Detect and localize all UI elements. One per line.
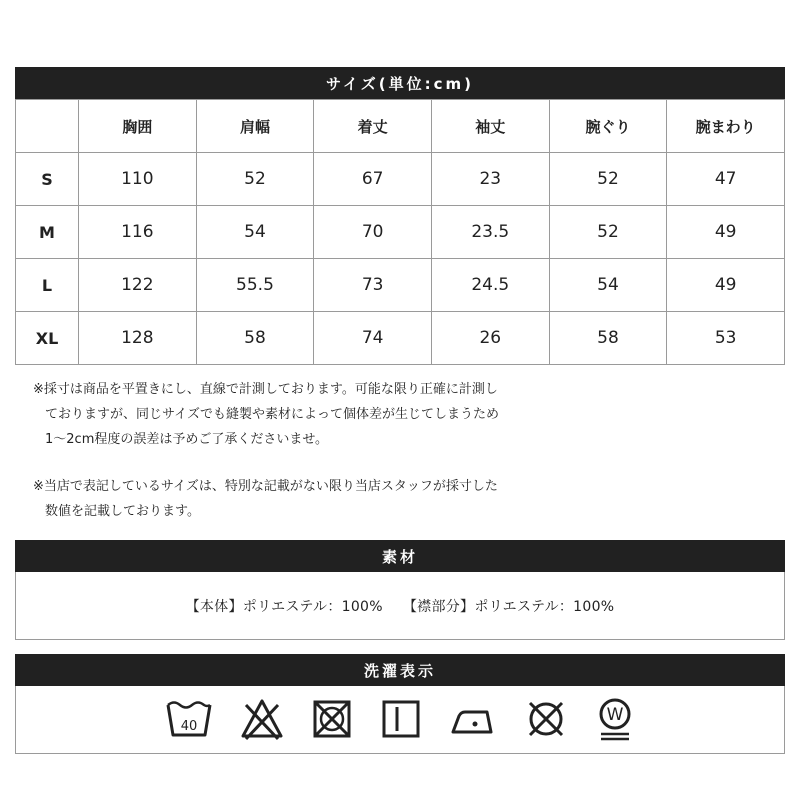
table-cell: 52 [549, 153, 667, 206]
column-header-shoulder: 肩幅 [196, 100, 314, 153]
size-table-corner [16, 100, 79, 153]
table-cell: 122 [79, 259, 197, 312]
no-tumble-dry-icon [311, 698, 353, 740]
wash-40-icon [165, 697, 213, 741]
size-label: L [16, 259, 79, 312]
table-cell: 49 [667, 206, 785, 259]
column-header-arm-circumference: 腕まわり [667, 100, 785, 153]
table-cell: 54 [196, 206, 314, 259]
table-row [16, 153, 785, 206]
svg-text:W: W [606, 705, 624, 725]
size-label: S [16, 153, 79, 206]
table-cell: 53 [667, 312, 785, 365]
no-dry-clean-icon [524, 697, 568, 741]
column-header-sleeve: 袖丈 [431, 100, 549, 153]
table-cell: 74 [314, 312, 432, 365]
table-cell: 49 [667, 259, 785, 312]
note-line: ておりますが、同じサイズでも縫製や素材によって個体差が生じてしまうため [45, 407, 499, 422]
no-bleach-icon [240, 697, 284, 741]
size-label: M [16, 206, 79, 259]
size-notes [33, 377, 793, 524]
column-header-length: 着丈 [314, 100, 432, 153]
size-table-header-row [16, 100, 785, 153]
table-cell: 67 [314, 153, 432, 206]
table-cell: 110 [79, 153, 197, 206]
size-label: XL [16, 312, 79, 365]
material-box [15, 572, 785, 640]
table-cell: 47 [667, 153, 785, 206]
table-cell: 73 [314, 259, 432, 312]
table-cell: 55.5 [196, 259, 314, 312]
table-cell: 26 [431, 312, 549, 365]
material-collar: 【襟部分】ポリエステル：100% [402, 598, 615, 615]
wet-clean-icon [595, 696, 635, 742]
note-line: 1～2cm程度の誤差は予めご了承くださいませ。 [45, 432, 328, 447]
table-cell: 24.5 [431, 259, 549, 312]
note-line: 数値を記載しております。 [45, 504, 200, 519]
care-box [15, 686, 785, 754]
table-cell: 70 [314, 206, 432, 259]
note-line: ※採寸は商品を平置きにし、直線で計測しております。可能な限り正確に計測し [33, 382, 498, 397]
table-cell: 58 [196, 312, 314, 365]
table-cell: 116 [79, 206, 197, 259]
table-cell: 23 [431, 153, 549, 206]
column-header-chest: 胸囲 [79, 100, 197, 153]
wash-temperature: 40 [180, 719, 198, 734]
table-cell: 58 [549, 312, 667, 365]
care-section-title: 洗濯表示 [15, 654, 785, 686]
iron-low-icon [449, 698, 497, 740]
material-body: 【本体】ポリエステル：100% [185, 598, 383, 615]
size-section-title: サイズ(単位:cm) [15, 67, 785, 99]
column-header-armhole: 腕ぐり [549, 100, 667, 153]
drip-dry-icon [380, 698, 422, 740]
table-row [16, 206, 785, 259]
material-section-title: 素材 [15, 540, 785, 572]
size-table [15, 99, 785, 365]
table-row [16, 312, 785, 365]
table-cell: 52 [196, 153, 314, 206]
table-cell: 52 [549, 206, 667, 259]
note-line: ※当店で表記しているサイズは、特別な記載がない限り当店スタッフが採寸した [33, 479, 498, 494]
table-row [16, 259, 785, 312]
table-cell: 54 [549, 259, 667, 312]
table-cell: 128 [79, 312, 197, 365]
table-cell: 23.5 [431, 206, 549, 259]
